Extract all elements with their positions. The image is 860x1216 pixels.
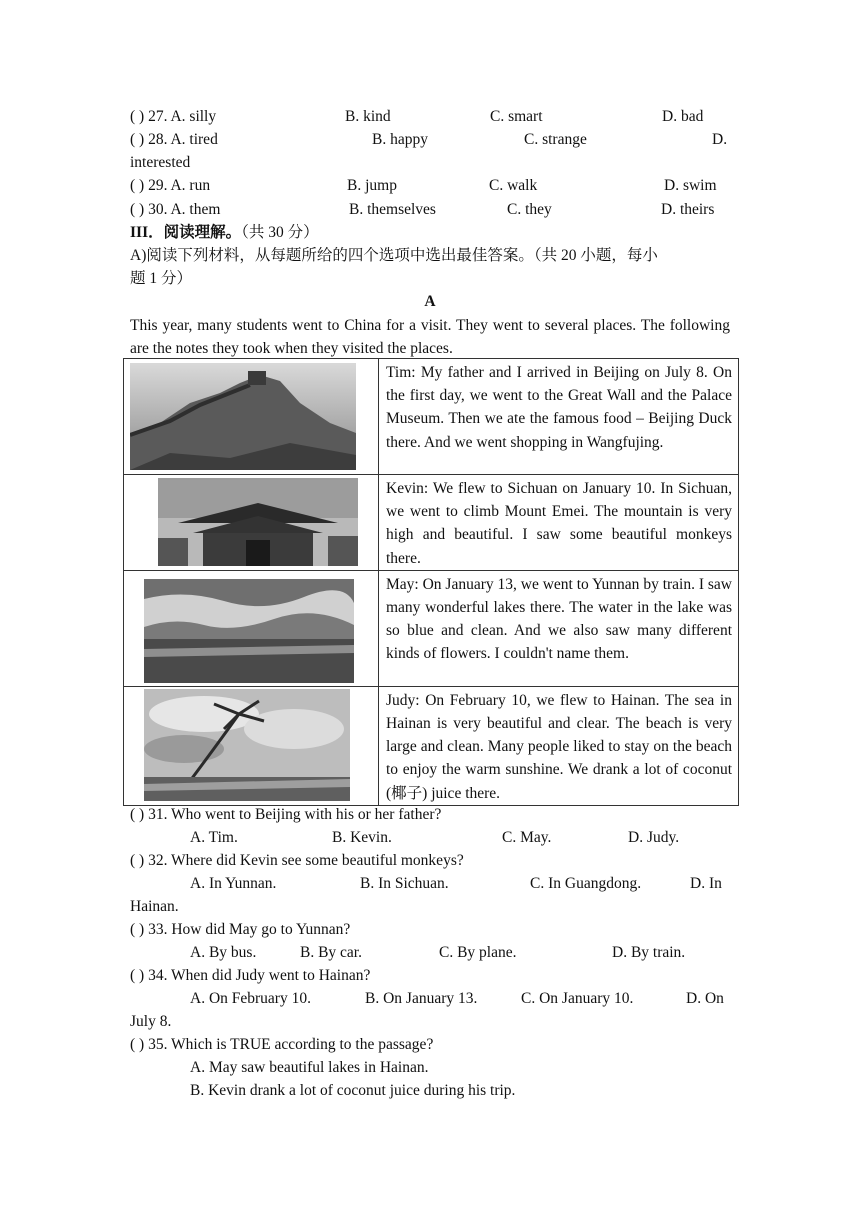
instructions-line-2: 题 1 分） [130, 270, 193, 287]
q33-option-a: A. By bus. [190, 944, 257, 961]
note-row-may [124, 570, 739, 686]
instructions-text: A)阅读下列材料，从每题所给的四个选项中选出最佳答案。（共 20 小题，每小 [130, 247, 658, 264]
q35-option-a: A. May saw beautiful lakes in Hainan. [190, 1059, 429, 1076]
notes-table [123, 358, 739, 806]
q32-option-d: D. In [690, 875, 722, 892]
instructions-line-1 [130, 246, 730, 266]
note-row-tim [124, 359, 739, 475]
q34-option-c: C. On January 10. [521, 990, 634, 1007]
beach-photo [144, 689, 350, 801]
q29-option-b: B. jump [347, 177, 397, 194]
q32-wrap: Hainan. [130, 898, 179, 915]
note-photo-cell [124, 686, 379, 805]
note-row-kevin [124, 475, 739, 571]
great-wall-photo [130, 363, 356, 470]
note-row-judy [124, 686, 739, 805]
note-text-kevin: Kevin: We flew to Sichuan on January 10. In Sichuan, we went to climb Mount Emei. The mountain is very high and beautiful. I saw some beautiful monkeys there. [379, 475, 739, 571]
q31-option-a: A. Tim. [190, 829, 238, 846]
q30-option-d: D. theirs [661, 201, 715, 218]
q30-option-b: B. themselves [349, 201, 436, 218]
q29-option-d: D. swim [664, 177, 717, 194]
q28-option-c: C. strange [524, 131, 587, 148]
section-heading [130, 223, 319, 243]
q34-option-d: D. On [686, 990, 724, 1007]
q34-wrap: July 8. [130, 1013, 172, 1030]
q28-wrap: interested [130, 154, 191, 171]
section-title: III．阅读理解。 [130, 224, 242, 241]
q27-option-c: C. smart [490, 108, 543, 125]
note-photo-cell [124, 359, 379, 475]
note-photo-cell [124, 475, 379, 571]
q31-option-b: B. Kevin. [332, 829, 392, 846]
q33-option-d: D. By train. [612, 944, 686, 961]
q34-option-b: B. On January 13. [365, 990, 478, 1007]
q31-stem: ( ) 31. Who went to Beijing with his or her father? [130, 806, 442, 823]
q33-stem: ( ) 33. How did May go to Yunnan? [130, 921, 351, 938]
lake-photo [144, 579, 354, 683]
note-text-tim: Tim: My father and I arrived in Beijing on July 8. On the first day, we went to the Great Wall and the Palace Museum. Then we ate the famous food – Beijing Duck there. And we went shopping in Wangfujing. [379, 359, 739, 475]
q31-option-d: D. Judy. [628, 829, 680, 846]
q28-option-b: B. happy [372, 131, 428, 148]
q29-stem: ( ) 29. A. run [130, 177, 211, 194]
q32-stem: ( ) 32. Where did Kevin see some beautiful monkeys? [130, 852, 464, 869]
note-text-judy: Judy: On February 10, we flew to Hainan. The sea in Hainan is very beautiful and clear. The beach is very large and clean. Many people liked to stay on the beach to enjoy the warm sunshine. We drank a lot of coconut (椰子) juice there. [379, 686, 739, 805]
q33-option-c: C. By plane. [439, 944, 517, 961]
section-score: （共 30 分） [241, 224, 319, 241]
q29-option-c: C. walk [489, 177, 538, 194]
q34-option-a: A. On February 10. [190, 990, 311, 1007]
q32-option-b: B. In Sichuan. [360, 875, 449, 892]
q27-stem: ( ) 27. A. silly [130, 108, 217, 125]
q30-stem: ( ) 30. A. them [130, 201, 221, 218]
q31-option-c: C. May. [502, 829, 552, 846]
q27-option-d: D. bad [662, 108, 704, 125]
q33-option-b: B. By car. [300, 944, 362, 961]
q35-stem: ( ) 35. Which is TRUE according to the passage? [130, 1036, 434, 1053]
q28-stem: ( ) 28. A. tired [130, 131, 218, 148]
note-photo-cell [124, 570, 379, 686]
q32-option-a: A. In Yunnan. [190, 875, 277, 892]
temple-photo [158, 478, 358, 566]
passage-letter: A [424, 293, 436, 310]
q34-stem: ( ) 34. When did Judy went to Hainan? [130, 967, 371, 984]
q30-option-c: C. they [507, 201, 552, 218]
q32-option-c: C. In Guangdong. [530, 875, 642, 892]
note-text-may: May: On January 13, we went to Yunnan by train. I saw many wonderful lakes there. The water in the lake was so blue and clean. And we also saw many different kinds of flowers. I couldn't name them. [379, 570, 739, 686]
q28-option-d: D. [712, 131, 728, 148]
passage-intro: This year, many students went to China for a visit. They went to several places. The following are the notes they took when they visited the places. [130, 317, 730, 357]
q27-option-b: B. kind [345, 108, 391, 125]
q35-option-b: B. Kevin drank a lot of coconut juice during his trip. [190, 1082, 516, 1099]
